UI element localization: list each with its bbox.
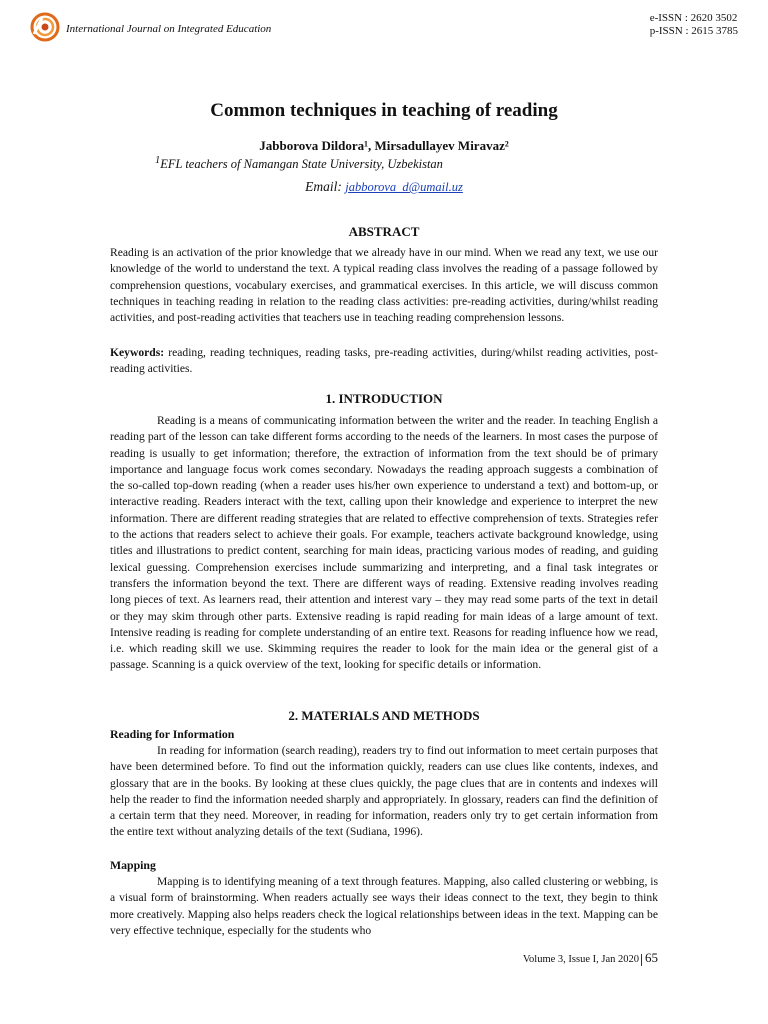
abstract-text: Reading is an activation of the prior knowledge that we already have in our mind. When we read any text, we use our knowledge of the world to understand the text. A typical reading class involves the reading of a passage followed by comprehension questions, vocabulary exercises, and grammatical exercises. In this article, we will discuss common techniques in teaching reading in relation to the reading class activities: pre-reading activities, during/whilst reading activities, and post-reading activities that teachers use in teaching reading comprehension lessons.: [110, 246, 658, 325]
subheading-mapping: Mapping: [110, 858, 156, 872]
keywords-label: Keywords:: [110, 346, 165, 359]
abstract-heading: ABSTRACT: [348, 224, 420, 239]
email-link[interactable]: jabborova_d@umail.uz: [345, 180, 463, 194]
eissn: e-ISSN : 2620 3502: [649, 12, 738, 24]
affiliation-mark: 1: [155, 155, 161, 166]
page-header: [30, 8, 738, 48]
authors: Jabborova Dildora¹, Mirsadullayev Miravaz²: [259, 138, 509, 153]
pissn: p-ISSN : 2615 3785: [649, 25, 738, 37]
mapping-text: Mapping is to identifying meaning of a text through features. Mapping, also called clustering or webbing, is a visual form of brainstorming. When readers actually see ways their ideas connect to the text, they begin to think more creatively. Mapping also helps readers check the logical relationships between ideas in the text. Mapping can be very effective technique, especially for the students who: [110, 875, 658, 937]
journal-logo-icon: [30, 12, 60, 42]
introduction-heading: 1. INTRODUCTION: [325, 391, 443, 406]
email-line: [0, 179, 768, 195]
journal-name: International Journal on Integrated Education: [66, 23, 272, 35]
page-number: 65: [645, 950, 658, 965]
volume-info: Volume 3, Issue I, Jan 2020: [522, 954, 639, 965]
keywords: [110, 345, 658, 378]
affiliation: [155, 155, 443, 172]
affiliation-text: EFL teachers of Namangan State University, Uzbekistan: [160, 157, 443, 172]
subheading-reading-for-information: Reading for Information: [110, 727, 235, 741]
issn-block: [650, 12, 738, 38]
article-title: Common techniques in teaching of reading: [210, 100, 558, 121]
keywords-text: reading, reading techniques, reading tasks, pre-reading activities, during/whilst reading activities, post-reading activities.: [110, 346, 658, 376]
email-label: Email:: [305, 179, 342, 194]
methods-heading: 2. MATERIALS AND METHODS: [288, 708, 480, 723]
page-footer: [523, 950, 658, 966]
footer-divider: [641, 954, 642, 966]
introduction-text: Reading is a means of communicating information between the writer and the reader. In teaching English a reading part of the lesson can take different forms according to the needs of the learners. In most cases the purpose of reading is usually to get information; therefore, the extraction of information from the text should be of primary importance and language focus work comes secondary. Nowadays the reading approach suggests a combination of the so-called top-down reading (when a reader uses his/her own experience to understand a text) and bottom-up, or interactive reading. Readers interact with the text, calling upon their knowledge and experience to interpret the new information. There are different reading strategies that are related to effective comprehension of texts. Strategies refer to the actions that readers select to achieve their goals. For example, teachers activate background knowledge, using titles and illustrations to predict content, searching for main ideas, practicing various modes of reading, and guiding lexical guessing. Comprehension exercises include summarizing and interpreting, and a final task integrates or transfers the information beyond the text. There are different ways of reading. Extensive reading involves reading long pieces of text. As learners read, their attention and interest vary – they may read some parts of the text in detail or they may skim through other parts. Extensive reading is rapid reading for main ideas of a large amount of text. Intensive reading is reading for complete understanding of an entire text. Reasons for reading influence how we read, i.e. which reading skill we use. Skimming requires the reader to look for the main idea or the general gist of a passage. Scanning is a quick overview of the text, looking for specific details or information.: [110, 414, 658, 672]
reading-for-information-text: In reading for information (search reading), readers try to find out information to meet certain purposes that have been determined before. To find out the information quickly, readers can use clues like contents, indexes, and glossary that are in the books. By looking at these clues quickly, the page clues that are in contents and indexes will help the reader to find the information needed sharply and appropriately. In glossary, readers can find the definition of a certain term that they need. Moreover, in reading for information, readers only try to get certain information from the entire text without analyzing details of the text (Sudiana, 1996).: [110, 744, 658, 839]
